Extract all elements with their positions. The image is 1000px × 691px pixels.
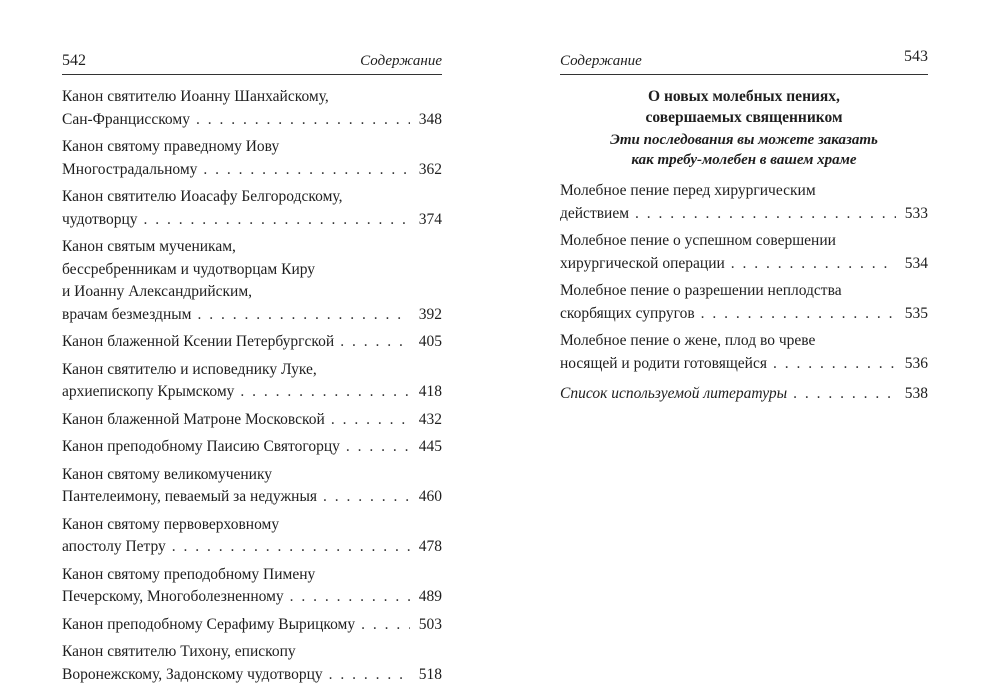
- left-page-number: 542: [62, 52, 86, 69]
- toc-page-number: 535: [904, 304, 928, 322]
- dot-leader: [793, 383, 896, 406]
- toc-entry-line: бессребренникам и чудотворцам Киру: [62, 260, 316, 278]
- toc-entry-last-line: [560, 353, 928, 376]
- dot-leader: [331, 409, 410, 432]
- toc-entry-line: Канон святителю и исповеднику Луке,: [62, 360, 317, 378]
- toc-entry-last-line: [560, 383, 928, 406]
- toc-page-number: 478: [418, 538, 442, 555]
- toc-entry-text: архиепископу Крымскому: [62, 383, 235, 400]
- toc-entry: [62, 236, 442, 326]
- toc-entry-text: действием: [560, 204, 630, 222]
- toc-entry-text: Многострадальному: [62, 160, 198, 178]
- right-page-header: [560, 48, 928, 75]
- toc-page-number: 374: [418, 210, 442, 228]
- toc-entry: [62, 514, 442, 559]
- toc-entry-text: Список используемой литературы: [560, 385, 788, 402]
- toc-entry-last-line: [62, 536, 442, 559]
- section-subtitle-line: как требу-молебен в вашем храме: [631, 152, 857, 168]
- dot-leader: [290, 586, 410, 609]
- section-subtitle: [560, 130, 928, 170]
- toc-entry-text: чудотворцу: [62, 210, 138, 228]
- toc-entry: [62, 409, 442, 432]
- toc-entry: [62, 331, 442, 354]
- toc-entry-text: Канон преподобному Паисию Святогорцу: [62, 438, 340, 455]
- toc-entry-last-line: [62, 109, 442, 132]
- dot-leader: [635, 203, 896, 226]
- toc-entry-last-line: [62, 304, 442, 327]
- toc-entry-last-line: [62, 614, 442, 637]
- toc-entry: [62, 186, 442, 231]
- toc-entry-line: Молебное пение о разрешении неплодства: [560, 282, 842, 299]
- toc-entry-last-line: [62, 664, 442, 687]
- toc-page-number: 536: [904, 354, 928, 372]
- toc-entry-last-line: [62, 409, 442, 432]
- toc-entry-line: Молебное пение перед хирургическим: [560, 182, 816, 199]
- toc-entry: [62, 464, 442, 509]
- toc-page-number: 538: [904, 385, 928, 402]
- toc-page-number: 405: [418, 333, 442, 350]
- toc-entry-line: Канон святителю Иоасафу Белгородскому,: [62, 188, 343, 205]
- toc-entry: [62, 136, 442, 181]
- dot-leader: [346, 436, 410, 459]
- toc-entry-line: Канон святому праведному Иову: [62, 138, 280, 155]
- right-page-number: 543: [904, 48, 928, 65]
- toc-entry-line: Канон святым мученикам,: [62, 238, 236, 255]
- toc-entry-line: Канон святому преподобному Пимену: [62, 565, 316, 583]
- toc-page-number: 362: [418, 160, 442, 178]
- toc-entry-line: Молебное пение о успешном совершении: [560, 232, 836, 249]
- toc-entry: [62, 86, 442, 131]
- toc-page-number: 460: [418, 488, 442, 505]
- toc-entry: [560, 230, 928, 275]
- dot-leader: [731, 253, 896, 276]
- toc-entry-text: Пантелеимону, певаемый за недужныя: [62, 488, 318, 505]
- bibliography-entry-wrap: [560, 383, 928, 406]
- toc-entry-text: хирургической операции: [560, 254, 725, 272]
- toc-entry-line: Канон святителю Иоанну Шанхайскому,: [62, 88, 329, 105]
- toc-entry: [62, 641, 442, 686]
- toc-entry-last-line: [62, 209, 442, 232]
- left-page: [62, 0, 442, 683]
- dot-leader: [197, 304, 410, 327]
- toc-page-number: 503: [418, 615, 442, 633]
- dot-leader: [361, 614, 410, 637]
- right-page: [560, 0, 928, 680]
- toc-entry-line: Канон святому первоверховному: [62, 515, 280, 533]
- toc-entry-last-line: [62, 159, 442, 182]
- dot-leader: [240, 381, 410, 404]
- toc-entry: [62, 436, 442, 459]
- toc-page-number: 432: [418, 410, 442, 428]
- toc-entry: [62, 359, 442, 404]
- left-running-title: Содержание: [360, 53, 442, 69]
- toc-entry: [560, 280, 928, 325]
- toc-page-number: 392: [418, 305, 442, 323]
- right-running-title: Содержание: [560, 53, 642, 69]
- toc-entry-line: Канон святому великомученику: [62, 465, 273, 483]
- toc-entry-text: Печерскому, Многоболезненному: [62, 588, 284, 605]
- dot-leader: [773, 353, 896, 376]
- toc-page-number: 348: [418, 110, 442, 128]
- right-toc-list: [560, 180, 928, 411]
- dot-leader: [340, 331, 410, 354]
- toc-entry-line: Молебное пение о жене, плод во чреве: [560, 332, 816, 349]
- toc-page-number: 533: [904, 204, 928, 222]
- section-title-line: О новых молебных пениях,: [648, 88, 840, 105]
- toc-entry: [62, 564, 442, 609]
- toc-entry-text: Сан-Францисскому: [62, 110, 190, 128]
- toc-entry-last-line: [62, 486, 442, 509]
- dot-leader: [203, 159, 410, 182]
- section-subtitle-line: Эти последования вы можете заказать: [610, 132, 878, 148]
- dot-leader: [323, 486, 410, 509]
- toc-entry-text: скорбящих супругов: [560, 304, 695, 322]
- left-page-header: [62, 52, 442, 75]
- toc-entry-last-line: [62, 586, 442, 609]
- toc-entry: [560, 330, 928, 375]
- toc-entry-text: апостолу Петру: [62, 538, 166, 555]
- toc-page-number: 445: [418, 438, 442, 455]
- section-title: [560, 86, 928, 128]
- toc-entry-line: и Иоанну Александрийским,: [62, 283, 253, 300]
- dot-leader: [329, 664, 410, 687]
- toc-page-number: 518: [418, 665, 442, 683]
- toc-entry-text: Воронежскому, Задонскому чудотворцу: [62, 665, 323, 683]
- toc-entry: [62, 614, 442, 637]
- toc-entry-last-line: [62, 381, 442, 404]
- section-title-line: совершаемых священником: [645, 109, 843, 126]
- toc-entry: [560, 180, 928, 225]
- toc-entry-text: Канон блаженной Ксении Петербургской: [62, 333, 335, 350]
- toc-entry-text: Канон блаженной Матроне Московской: [62, 410, 325, 428]
- dot-leader: [701, 303, 896, 326]
- toc-page-number: 534: [904, 254, 928, 272]
- toc-entry-text: Канон преподобному Серафиму Вырицкому: [62, 615, 356, 633]
- toc-page-number: 489: [418, 588, 442, 605]
- toc-entry-last-line: [560, 203, 928, 226]
- toc-entry-last-line: [560, 253, 928, 276]
- dot-leader: [172, 536, 410, 559]
- dot-leader: [196, 109, 410, 132]
- dot-leader: [144, 209, 410, 232]
- toc-entry-last-line: [62, 331, 442, 354]
- toc-page-number: 418: [418, 383, 442, 400]
- toc-entry-line: Канон святителю Тихону, епископу: [62, 643, 296, 660]
- toc-entry-text: носящей и родити готовящейся: [560, 354, 767, 372]
- toc-entry: [560, 383, 928, 406]
- toc-entry-text: врачам безмездным: [62, 305, 192, 323]
- toc-entry-last-line: [62, 436, 442, 459]
- toc-entry-last-line: [560, 303, 928, 326]
- left-toc-list: [62, 86, 442, 691]
